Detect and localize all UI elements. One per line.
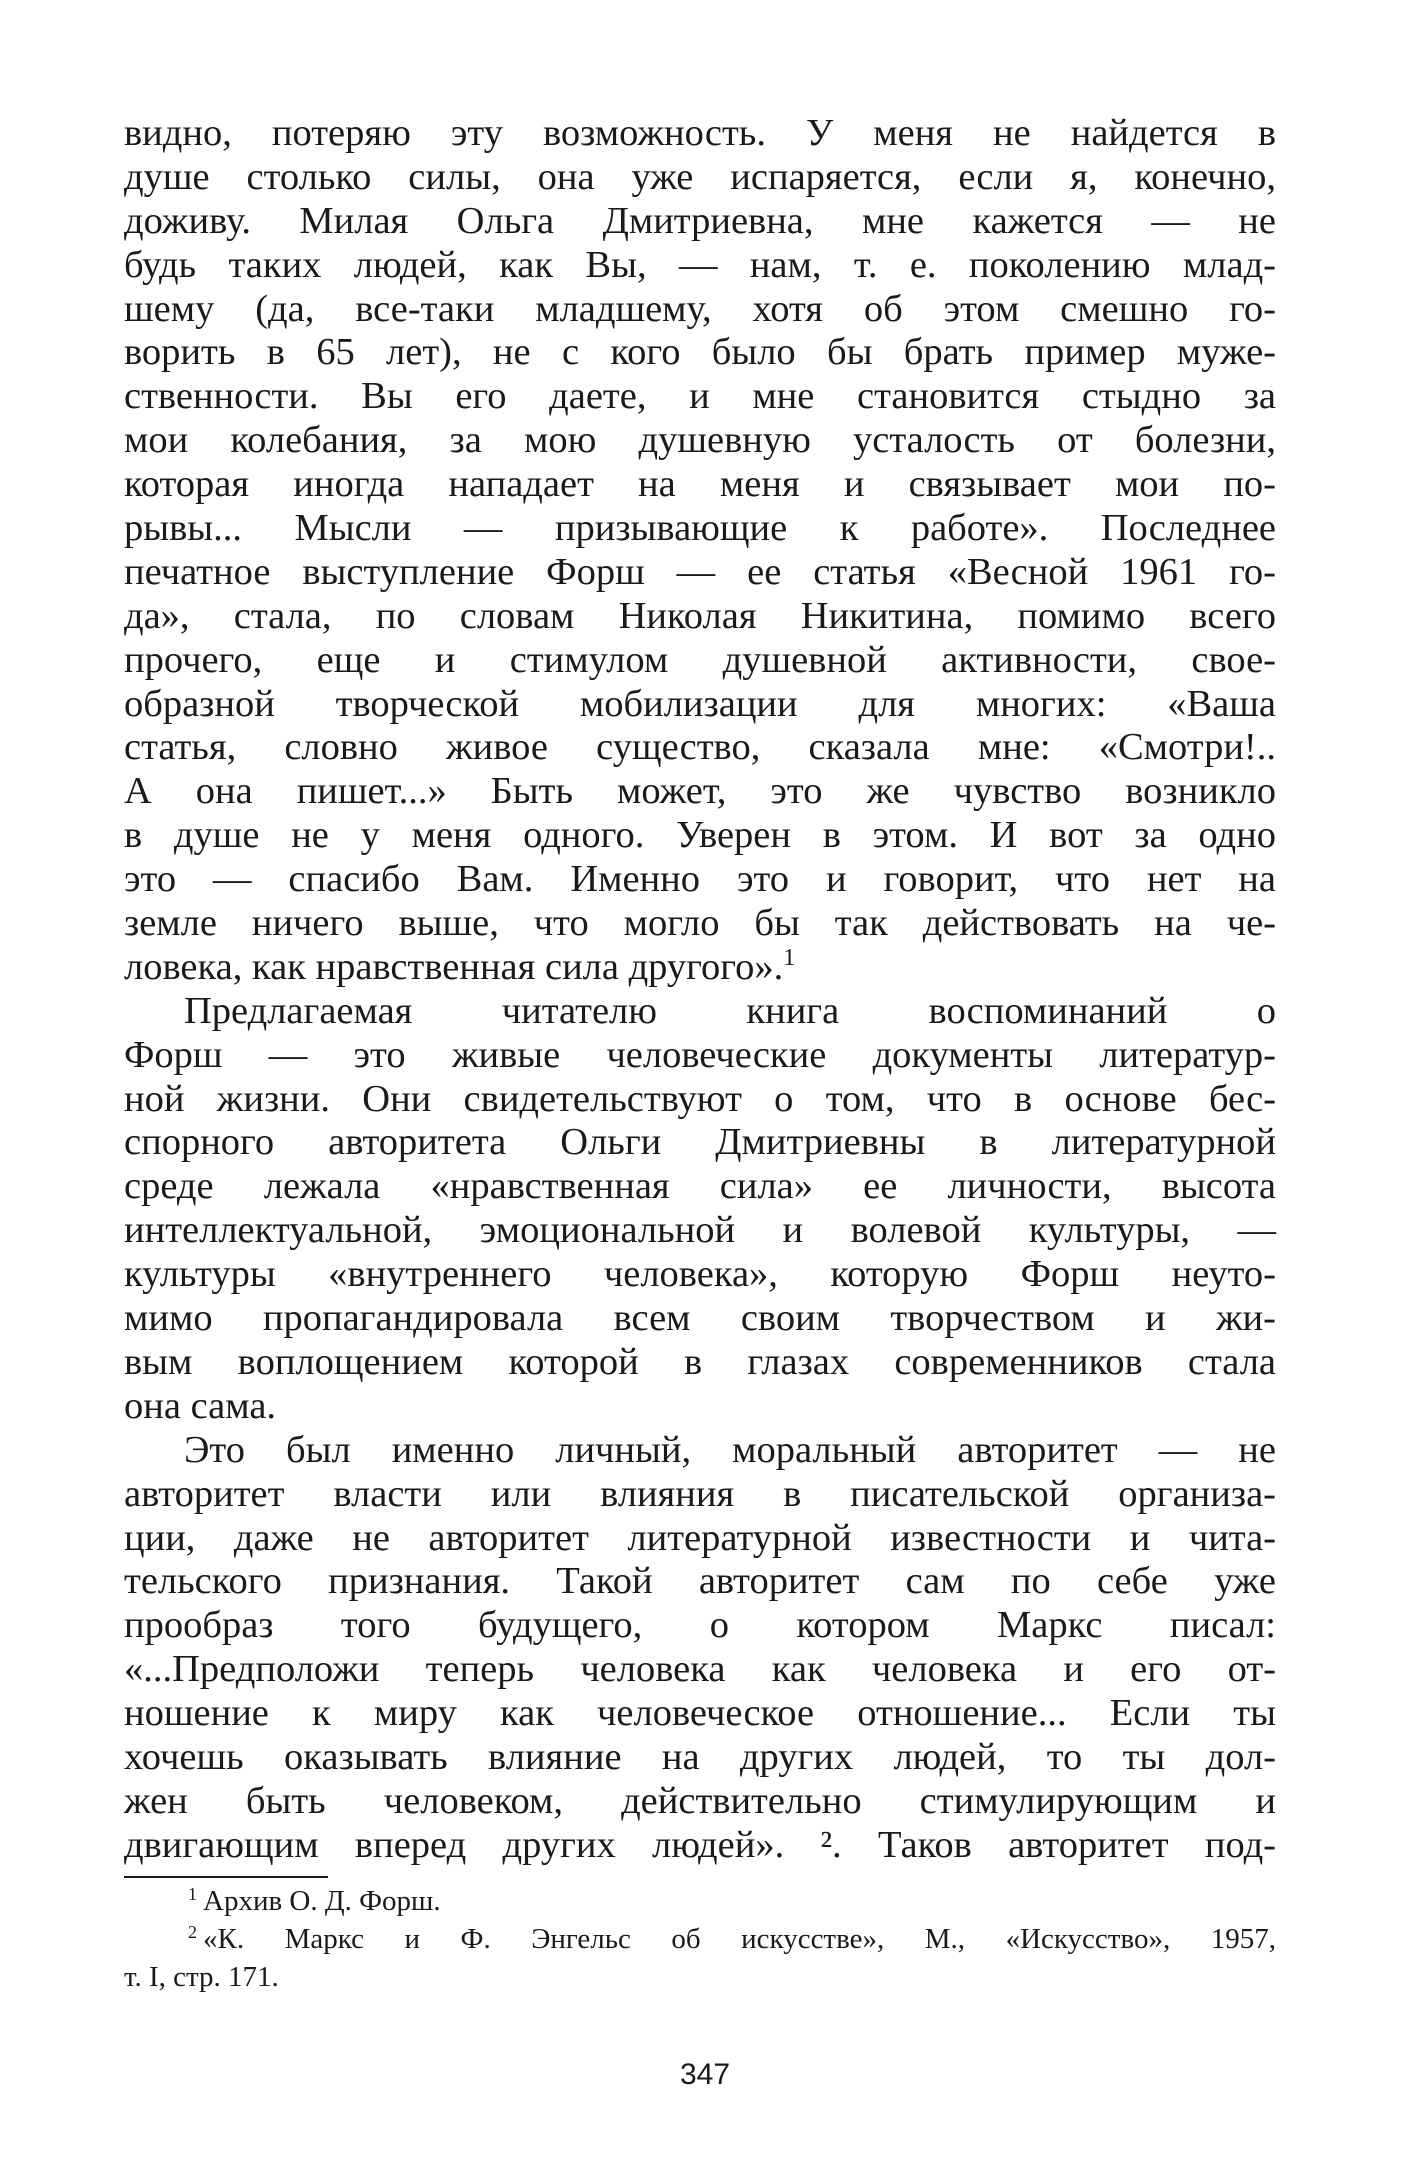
- text-line-content: душе столько силы, она уже испаряется, если я, конечно,: [124, 155, 1276, 198]
- footnote-number: 2: [188, 1922, 197, 1942]
- text-line-content: доживу. Милая Ольга Дмитриевна, мне кажется — не: [124, 199, 1276, 242]
- text-line: [124, 639, 1276, 683]
- text-line-content: Это был именно личный, моральный авторитет — не: [184, 1428, 1276, 1471]
- text-line-content: мои колебания, за мою душевную усталость от болезни,: [124, 419, 1276, 462]
- footnote-line: [124, 1920, 1276, 1958]
- text-line: [124, 419, 1276, 463]
- text-line-content: «...Предположи теперь человека как человека и его от-: [124, 1648, 1276, 1691]
- text-line: [124, 1078, 1276, 1122]
- text-line: [124, 990, 1276, 1034]
- text-line: [124, 1604, 1276, 1648]
- text-line: [124, 1473, 1276, 1517]
- footnotes: [124, 1882, 1276, 1996]
- text-line: [124, 726, 1276, 770]
- text-line: [124, 288, 1276, 332]
- text-line: [124, 507, 1276, 551]
- text-line: [124, 1253, 1276, 1297]
- text-line-content: Предлагаемая читателю книга воспоминаний о: [184, 989, 1276, 1032]
- text-line: [124, 1824, 1276, 1868]
- text-line-content: видно, потеряю эту возможность. У меня не найдется в: [124, 112, 1276, 154]
- text-line: [124, 1780, 1276, 1824]
- text-line-content: прочего, еще и стимулом душевной активности, свое-: [124, 638, 1276, 681]
- text-line: [124, 1429, 1276, 1473]
- text-line: [124, 770, 1276, 814]
- text-line: [124, 1297, 1276, 1341]
- text-line: [124, 375, 1276, 419]
- text-line-content: авторитет власти или влияния в писательской организа-: [124, 1472, 1276, 1515]
- text-line-content: шему (да, все-таки младшему, хотя об этом смешно го-: [124, 287, 1276, 330]
- text-line-content: статья, словно живое существо, сказала мне: «Смотри!..: [124, 726, 1276, 769]
- text-line-content: ной жизни. Они свидетельствуют о том, что в основе бес-: [124, 1077, 1276, 1120]
- text-line: [124, 1209, 1276, 1253]
- text-line: [124, 331, 1276, 375]
- text-line-content: культуры «внутреннего человека», которую Форш неуто-: [124, 1253, 1276, 1296]
- text-line: [124, 463, 1276, 507]
- text-line-content: А она пишет...» Быть может, это же чувство возникло: [124, 770, 1276, 813]
- text-line: [124, 858, 1276, 902]
- text-line-content: она сама.: [124, 1384, 277, 1427]
- text-line-content: ственности. Вы его даете, и мне становится стыдно за: [124, 375, 1276, 418]
- text-line-content: в душе не у меня одного. Уверен в этом. И вот за одно: [124, 814, 1276, 857]
- text-line-content: тельского признания. Такой авторитет сам по себе уже: [124, 1560, 1276, 1603]
- text-line-content: ворить в 65 лет), не с кого было бы брать пример муже-: [124, 331, 1276, 374]
- text-line-content: вым воплощением которой в глазах современников стала: [124, 1340, 1276, 1383]
- text-line: [124, 1560, 1276, 1604]
- text-line: [124, 814, 1276, 858]
- text-line-content: которая иногда нападает на меня и связывает мои по-: [124, 463, 1276, 506]
- text-line: [124, 244, 1276, 288]
- text-line-content: печатное выступление Форш — ее статья «Весной 1961 го-: [124, 550, 1276, 593]
- text-line-content: среде лежала «нравственная сила» ее личности, высота: [124, 1165, 1276, 1208]
- text-line-content: жен быть человеком, действительно стимулирующим и: [124, 1779, 1276, 1822]
- text-line-content: земле ничего выше, что могло бы так действовать на че-: [124, 902, 1276, 945]
- text-line: [124, 1341, 1276, 1385]
- text-line: [124, 1648, 1276, 1692]
- text-line-content: Форш — это живые человеческие документы литератур-: [124, 1033, 1276, 1076]
- text-line-content: интеллектуальной, эмоциональной и волевой культуры, —: [124, 1209, 1276, 1252]
- text-line: [124, 551, 1276, 595]
- text-line: [124, 902, 1276, 946]
- text-line-content: ции, даже не авторитет литературной известности и чита-: [124, 1516, 1276, 1559]
- footnote-marker: 1: [783, 944, 796, 971]
- text-line: [124, 1692, 1276, 1736]
- text-line-content: хочешь оказывать влияние на других людей, то ты дол-: [124, 1735, 1276, 1778]
- text-line-content: да», стала, по словам Николая Никитина, помимо всего: [124, 594, 1276, 637]
- footnote-divider: [124, 1876, 328, 1878]
- text-line: [124, 200, 1276, 244]
- text-line-content: мимо пропагандировала всем своим творчеством и жи-: [124, 1297, 1276, 1340]
- footnote-line: [124, 1958, 1276, 1996]
- footnote-text: т. I, стр. 171.: [124, 1961, 279, 1993]
- page-number: 347: [679, 2058, 731, 2091]
- text-line-content: рывы... Мысли — призывающие к работе». Последнее: [124, 507, 1276, 550]
- footnote-line: [124, 1882, 1276, 1920]
- text-line: [124, 1121, 1276, 1165]
- main-text: [124, 112, 1276, 1868]
- text-line-content: двигающим вперед других людей». ². Таков авторитет под-: [124, 1823, 1276, 1866]
- text-line: [124, 156, 1276, 200]
- text-line: [124, 1736, 1276, 1780]
- footnote-text: Архив О. Д. Форш.: [203, 1885, 441, 1917]
- text-line-content: прообраз того будущего, о котором Маркс писал:: [124, 1604, 1276, 1647]
- text-line-content: спорного авторитета Ольги Дмитриевны в литературной: [124, 1121, 1276, 1164]
- text-line: [124, 683, 1276, 727]
- text-line: [124, 946, 1276, 990]
- text-line: [124, 595, 1276, 639]
- text-line: [124, 1517, 1276, 1561]
- text-line: [124, 112, 1276, 156]
- text-line-content: ловека, как нравственная сила другого».: [124, 945, 784, 988]
- text-line: [124, 1165, 1276, 1209]
- text-line: [124, 1385, 1276, 1429]
- text-line: [124, 1034, 1276, 1078]
- footnote-text: «К. Маркс и Ф. Энгельс об искусстве», М., «Искусство», 1957,: [203, 1923, 1276, 1955]
- text-line-content: ношение к миру как человеческое отношение... Если ты: [124, 1692, 1276, 1735]
- text-line-content: это — спасибо Вам. Именно это и говорит, что нет на: [124, 858, 1276, 901]
- footnote-number: 1: [188, 1884, 197, 1904]
- text-line-content: будь таких людей, как Вы, — нам, т. е. поколению млад-: [124, 243, 1276, 286]
- text-line-content: образной творческой мобилизации для многих: «Ваша: [124, 682, 1276, 725]
